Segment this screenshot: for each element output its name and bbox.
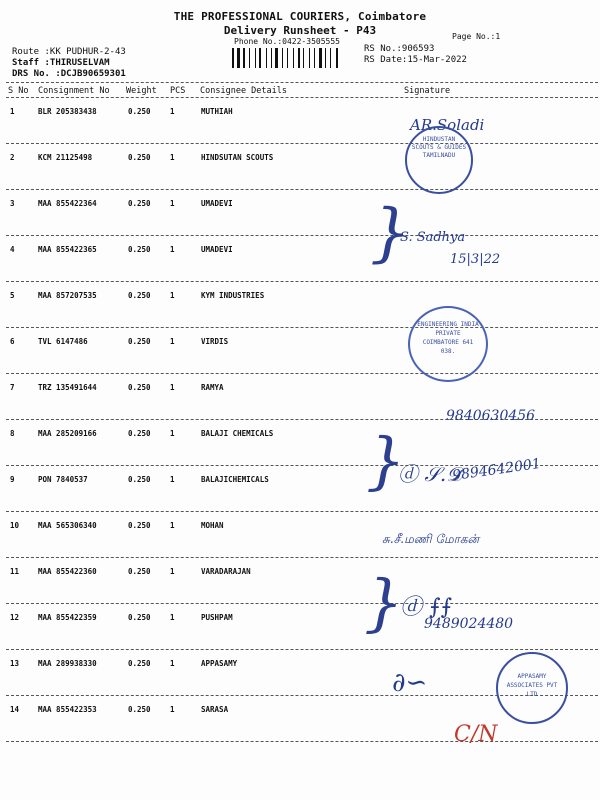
row-divider (6, 649, 598, 650)
barcode-bar (275, 48, 278, 68)
consignment-number: MAA 855422365 (38, 245, 97, 254)
serial-number: 4 (10, 245, 15, 254)
barcode-bar (332, 48, 335, 68)
barcode-bar (293, 48, 294, 68)
table-row (0, 383, 600, 397)
engineering-stamp-text: ENGINEERING INDIA PRIVATE COIMBATORE 641 038. (417, 321, 479, 355)
consignment-number: MAA 565306340 (38, 521, 97, 530)
table-row (0, 199, 600, 213)
appasamy-stamp-text: APPASAMY ASSOCIATES PVT LTD (506, 673, 558, 698)
pieces-count: 1 (170, 291, 175, 300)
header-divider-top (6, 82, 598, 83)
barcode-bar (257, 48, 258, 68)
weight-value: 0.250 (128, 429, 151, 438)
serial-number: 3 (10, 199, 15, 208)
barcode-bar (319, 48, 322, 68)
signature-pushpam: ⓓ ⨍⨍ (400, 595, 452, 620)
consignment-number: TVL 6147486 (38, 337, 88, 346)
consignee-name: UMADEVI (201, 199, 233, 208)
signature-muthiah: AR.Soladi (410, 116, 485, 134)
barcode-bar (287, 48, 288, 68)
staff-line: Staff :THIRUSELVAM (12, 58, 110, 68)
brace-balaji: } (366, 424, 406, 497)
consignment-number: PON 7840537 (38, 475, 88, 484)
serial-number: 8 (10, 429, 15, 438)
weight-value: 0.250 (128, 337, 151, 346)
pieces-count: 1 (170, 429, 175, 438)
barcode-bar (339, 48, 340, 68)
barcode-bar (246, 48, 248, 68)
route-line: Route :KK PUDHUR-2-43 (12, 47, 126, 57)
barcode-bar (241, 48, 242, 68)
consignee-name: BALAJICHEMICALS (201, 475, 269, 484)
barcode-bar (298, 48, 300, 68)
table-row (0, 521, 600, 535)
runsheet-title: Delivery Runsheet - P43 (223, 24, 377, 37)
barcode-bar (295, 48, 297, 68)
table-row (0, 291, 600, 305)
serial-number: 9 (10, 475, 15, 484)
pieces-count: 1 (170, 521, 175, 530)
consignment-number: MAA 857207535 (38, 291, 97, 300)
weight-value: 0.250 (128, 199, 151, 208)
consignment-number: KCM 21125498 (38, 153, 93, 162)
col-consignment-header: Consignment No (38, 86, 110, 96)
col-consignee-header: Consignee Details (200, 86, 287, 96)
barcode-bar (330, 48, 331, 68)
barcode-bar (251, 48, 254, 68)
brace-pushpam: } (364, 566, 404, 639)
weight-value: 0.250 (128, 659, 151, 668)
consignment-number: MAA 855422360 (38, 567, 97, 576)
barcode-bar (327, 48, 329, 68)
consignee-name: VARADARAJAN (201, 567, 251, 576)
pieces-count: 1 (170, 245, 175, 254)
barcode-bar (266, 48, 267, 68)
barcode-bar (271, 48, 272, 68)
weight-value: 0.250 (128, 153, 151, 162)
rs-date: RS Date:15-Mar-2022 (364, 55, 467, 65)
table-row (0, 107, 600, 121)
row-divider (6, 741, 598, 742)
phone-ramya: 9840630456 (446, 408, 536, 424)
rs-block (364, 44, 467, 66)
col-weight-header: Weight (126, 86, 157, 96)
serial-number: 10 (10, 521, 20, 530)
barcode-bar (268, 48, 270, 68)
barcode-bar (259, 48, 261, 68)
pieces-count: 1 (170, 567, 175, 576)
barcode-bar (305, 48, 308, 68)
row-divider (6, 557, 598, 558)
scouts-stamp (405, 126, 473, 194)
row-divider (6, 143, 598, 144)
row-divider (6, 235, 598, 236)
pieces-count: 1 (170, 705, 175, 714)
row-divider (6, 327, 598, 328)
barcode-bar (262, 48, 265, 68)
barcode-bar (323, 48, 324, 68)
weight-value: 0.250 (128, 613, 151, 622)
consignee-name: MUTHIAH (201, 107, 233, 116)
weight-value: 0.250 (128, 567, 151, 576)
barcode-bar (284, 48, 286, 68)
serial-number: 13 (10, 659, 20, 668)
barcode-bar (314, 48, 315, 68)
consignee-name: RAMYA (201, 383, 224, 392)
scouts-stamp-text: HINDUSTAN SCOUTS & GUIDES TAMILNADU (411, 136, 467, 159)
barcode-bar (336, 48, 338, 68)
barcode-bar (237, 48, 240, 68)
consignment-number: MAA 289938330 (38, 659, 97, 668)
barcode-bar (249, 48, 250, 68)
table-row (0, 475, 600, 489)
pieces-count: 1 (170, 107, 175, 116)
consignment-number: MAA 855422364 (38, 199, 97, 208)
barcode-bar (303, 48, 304, 68)
signature-mohan: சு.சீ.மணி மோகன் (382, 532, 480, 546)
row-divider (6, 189, 598, 190)
weight-value: 0.250 (128, 107, 151, 116)
col-pcs-header: PCS (170, 86, 186, 96)
row-divider (6, 603, 598, 604)
col-signature-header: Signature (404, 86, 451, 96)
serial-number: 5 (10, 291, 15, 300)
appasamy-stamp (496, 652, 568, 724)
col-sno-header: S No (8, 86, 29, 96)
pieces-count: 1 (170, 199, 175, 208)
consignee-name: APPASAMY (201, 659, 238, 668)
pieces-count: 1 (170, 659, 175, 668)
serial-number: 2 (10, 153, 15, 162)
page-number: Page No.:1 (452, 32, 501, 41)
consignment-number: TRZ 135491644 (38, 383, 97, 392)
serial-number: 11 (10, 567, 20, 576)
drs-line: DRS No. :DCJB90659301 (12, 69, 126, 79)
phone-pushpam: 9489024480 (424, 616, 514, 632)
consignee-name: PUSHPAM (201, 613, 233, 622)
consignee-name: KYM INDUSTRIES (201, 291, 265, 300)
company-title: THE PROFESSIONAL COURIERS, Coimbatore (173, 10, 427, 23)
barcode-bar (289, 48, 292, 68)
brace-umadevi: } (370, 196, 411, 270)
consignment-number: BLR 205383438 (38, 107, 97, 116)
consignment-number: MAA 855422359 (38, 613, 97, 622)
rs-number: RS No.:906593 (364, 44, 435, 54)
barcode-bar (309, 48, 310, 68)
phone-number: Phone No.:0422-3505555 (234, 37, 340, 46)
weight-value: 0.250 (128, 705, 151, 714)
serial-number: 1 (10, 107, 15, 116)
consignee-name: MOHAN (201, 521, 224, 530)
consignee-name: UMADEVI (201, 245, 233, 254)
consignment-number: MAA 285209166 (38, 429, 97, 438)
row-divider (6, 373, 598, 374)
pieces-count: 1 (170, 337, 175, 346)
barcode-bar (273, 48, 274, 68)
serial-number: 7 (10, 383, 15, 392)
barcode-bar (301, 48, 302, 68)
phone-balaji: 9894642001 (451, 455, 542, 485)
signature-umadevi: S. Sadhya (400, 230, 466, 245)
barcode-bar (235, 48, 236, 68)
barcode-bar (325, 48, 326, 68)
table-row (0, 429, 600, 443)
pieces-count: 1 (170, 383, 175, 392)
header-divider-bottom (6, 97, 598, 98)
consignee-name: HINDSUTAN SCOUTS (201, 153, 274, 162)
barcode (232, 48, 350, 68)
weight-value: 0.250 (128, 383, 151, 392)
pieces-count: 1 (170, 613, 175, 622)
serial-number: 6 (10, 337, 15, 346)
consignee-name: VIRDIS (201, 337, 229, 346)
table-row (0, 153, 600, 167)
signature-appasamy: ∂∽ (392, 668, 428, 698)
barcode-bar (232, 48, 234, 68)
mark-sarasa: C/N (454, 722, 498, 747)
weight-value: 0.250 (128, 291, 151, 300)
barcode-bar (316, 48, 318, 68)
consignee-name: SARASA (201, 705, 229, 714)
route-block (12, 47, 126, 80)
table-row (0, 337, 600, 351)
barcode-bar (279, 48, 281, 68)
row-divider (6, 281, 598, 282)
consignment-number: MAA 855422353 (38, 705, 97, 714)
weight-value: 0.250 (128, 475, 151, 484)
serial-number: 12 (10, 613, 20, 622)
barcode-bar (311, 48, 313, 68)
barcode-bar (255, 48, 256, 68)
date-umadevi: 15|3|22 (450, 252, 501, 267)
barcode-bar (243, 48, 245, 68)
pieces-count: 1 (170, 153, 175, 162)
serial-number: 14 (10, 705, 20, 714)
table-row (0, 245, 600, 259)
weight-value: 0.250 (128, 521, 151, 530)
barcode-bar (282, 48, 283, 68)
pieces-count: 1 (170, 475, 175, 484)
table-row (0, 567, 600, 581)
engineering-stamp (408, 306, 488, 382)
weight-value: 0.250 (128, 245, 151, 254)
consignee-name: BALAJI CHEMICALS (201, 429, 274, 438)
row-divider (6, 511, 598, 512)
signature-balaji: ⓓ 𝒮.𝒟 (398, 462, 463, 486)
